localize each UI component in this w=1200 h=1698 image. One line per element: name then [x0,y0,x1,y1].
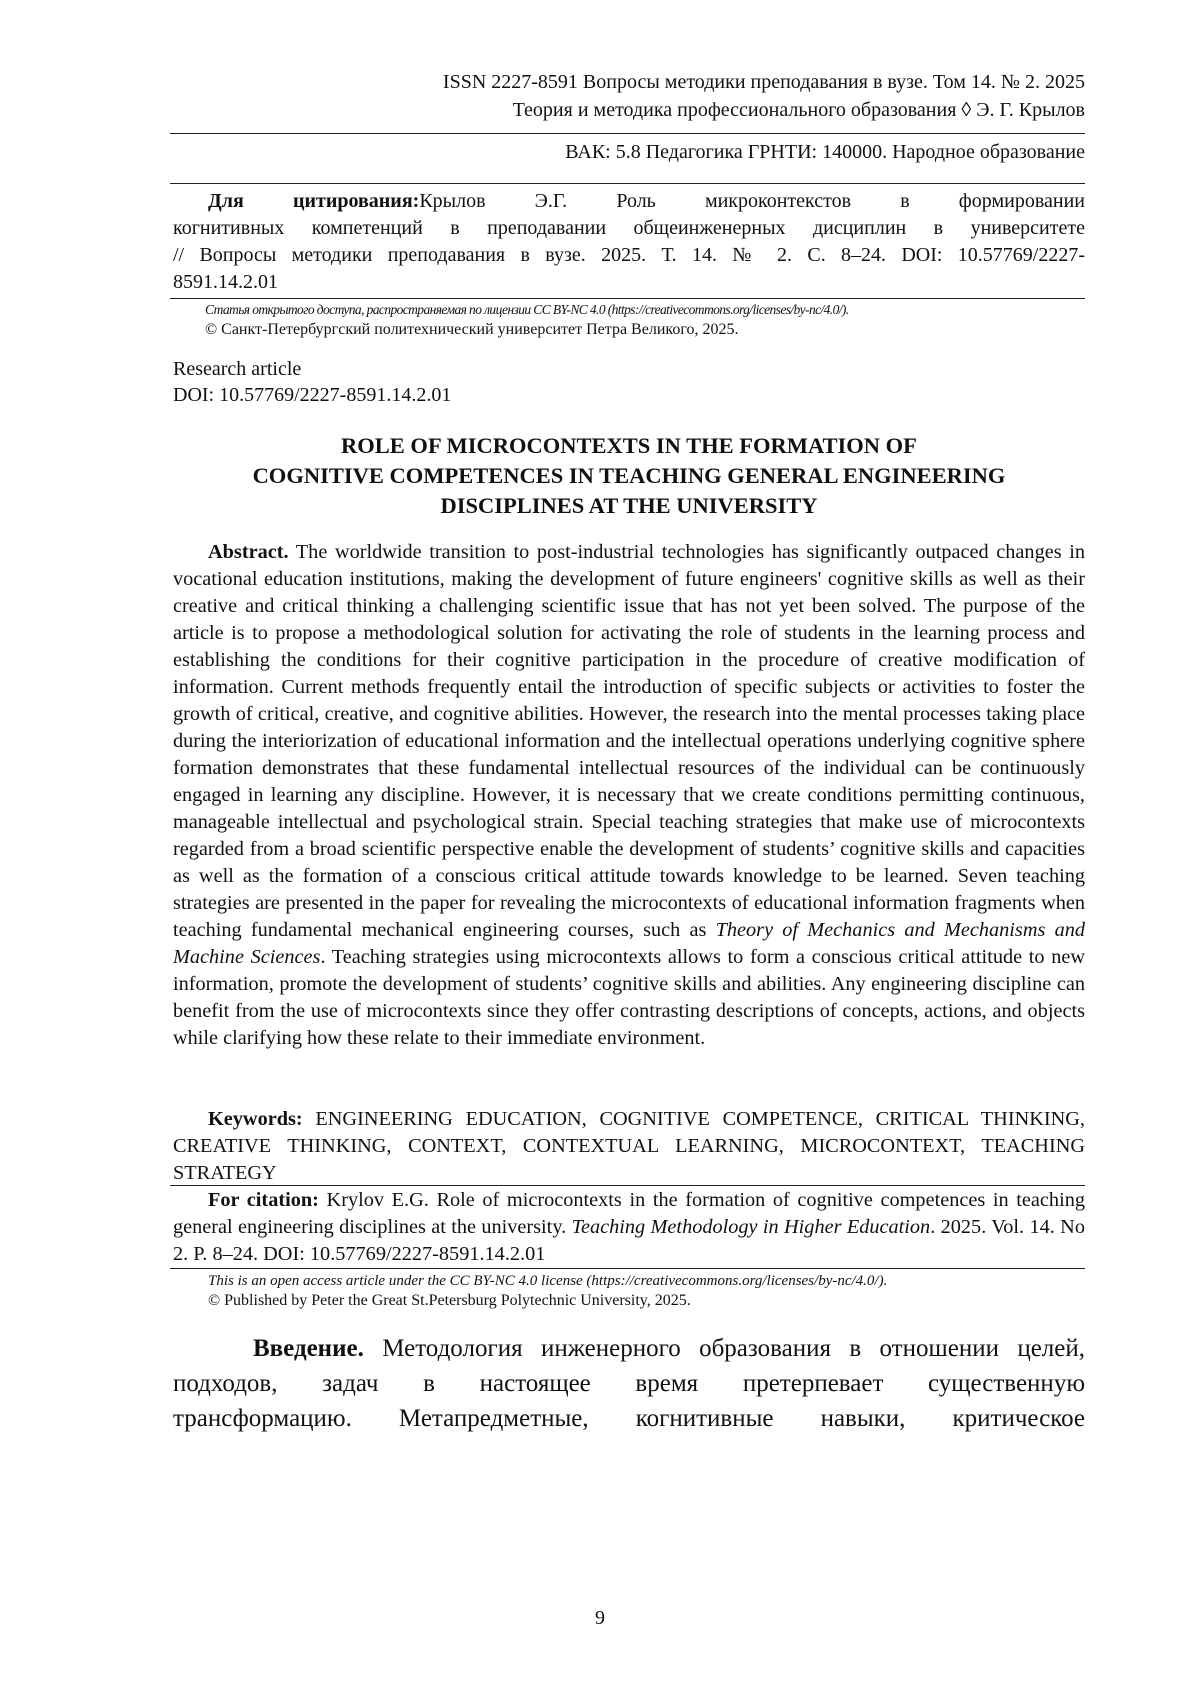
keywords: Keywords: ENGINEERING EDUCATION, COGNITIVE COMPETENCE, CRITICAL THINKING, CREATIVE THINKING, CONTEXT, CONTEXTUAL LEARNING, MICROCONTEXT, TEACHING STRATEGY [173,1108,1085,1184]
journal-name: Teaching Methodology in Higher Education [571,1216,931,1238]
license-ru [173,300,1085,340]
intro-line-3: трансформацию. Метапредметные, когнитивные навыки, критическое [173,1405,1085,1432]
classification-line: ВАК: 5.8 Педагогика ГРНТИ: 140000. Народное образование [565,141,1085,163]
citation-ru-line-4: 8591.14.2.01 [173,271,278,293]
introduction [173,1331,1085,1436]
citation-ru [173,188,1085,296]
citation-ru-top-divider [170,183,1085,184]
journal-section-line: Теория и методика профессионального образования ◊ Э. Г. Крылов [512,99,1085,121]
license-en-text: This is an open access article under the CC BY-NC 4.0 license (https://creativecommons.org/licenses/by-nc/4.0/). [208,1273,888,1289]
page-number: 9 [595,1607,605,1629]
article-meta [173,356,1085,408]
copyright-ru-text: © Санкт-Петербургский политехнический университет Петра Великого, 2025. [205,321,739,338]
citation-en: For citation: Krylov E.G. Role of microcontexts in the formation of cognitive competences in teaching general engineering disciplines at the university. Teaching Methodology in Higher Education. 2025. Vol. 14. No 2. P. 8–24. DOI: 10.57769/2227-8591.14.2.01 [173,1189,1085,1265]
journal-issn-line: ISSN 2227-8591 Вопросы методики преподавания в вузе. Том 14. № 2. 2025 [442,71,1085,93]
citation-ru-label: Для цитирования: [208,190,420,212]
citation-ru-line-1: Для цитирования:Крылов Э.Г. Роль микроконтекстов в формировании [208,190,1085,212]
intro-line-2: подходов, задач в настоящее время претерпевает существенную [173,1370,1085,1397]
citation-ru-bottom-divider [170,298,1085,299]
license-en [173,1271,1085,1311]
citation-en-bottom-divider [170,1268,1085,1269]
citation-en-label: For citation: [208,1189,319,1211]
abstract: Abstract. The worldwide transition to post-industrial technologies has significantly outpaced changes in vocational education institutions, making the development of future engineers' cognitive skills as well as their creative and critical thinking a challenging scientific issue that has not yet been solved. The purpose of the article is to propose a methodological solution for activating the role of students in the learning process and establishing the conditions for their cognitive participation in the procedure of creative modification of information. Current methods frequently entail the introduction of specific subjects or activities to foster the growth of critical, creative, and cognitive abilities. However, the research into the mental processes taking place during the interiorization of educational information and the intellectual operations underlying cognitive sphere formation demonstrates that these fundamental intellectual resources of the individual can be continuously engaged in learning any discipline. However, it is necessary that we create conditions permitting continuous, manageable intellectual and psychological strain. Special teaching strategies that make use of microcontexts regarded from a broad scientific perspective enable the development of students’ cognitive skills and capacities as well as the formation of a conscious critical attitude towards knowledge to be learned. Seven teaching strategies are presented in the paper for revealing the microcontexts of educational information fragments when teaching fundamental mechanical engineering courses, such as Theory of Mechanics and Mechanisms and Machine Sciences. Teaching strategies using microcontexts allows to form a conscious critical attitude to new information, promote the development of students’ cognitive skills and abilities. Any engineering discipline can benefit from the use of microcontexts since they offer contrasting descriptions of concepts, actions, and objects while clarifying how these relate to their immediate environment. [173,541,1085,1049]
header-divider [170,133,1085,134]
intro-label: Введение. [253,1335,364,1362]
course-name: Theory of Mechanics and Mechanisms and Machine Sciences [173,919,1085,968]
intro-line-1: Введение. Методология инженерного образования в отношении целей, [253,1335,1085,1362]
citation-ru-line-2: когнитивных компетенций в преподавании общеинженерных дисциплин в университете [173,217,1085,239]
abstract-label: Abstract. [208,541,289,563]
citation-ru-line-3: // Вопросы методики преподавания в вузе. 2025. Т. 14. № 2. С. 8–24. DOI: 10.57769/2227- [173,244,1085,266]
citation-en-top-divider [170,1185,1085,1186]
keywords-label: Keywords: [208,1108,303,1130]
copyright-en-text: © Published by Peter the Great St.Petersburg Polytechnic University, 2025. [208,1292,691,1309]
article-title: ROLE OF MICROCONTEXTS IN THE FORMATION OF COGNITIVE COMPETENCES IN TEACHING GENERAL ENGINEERING DISCIPLINES AT THE UNIVERSITY [252,433,1006,518]
article-type: Research article [173,358,302,380]
article-doi: DOI: 10.57769/2227-8591.14.2.01 [173,384,452,406]
license-ru-text: Статья открытого доступа, распространяемая по лицензии CC BY-NC 4.0 (https://creativecommons.org/licenses/by-nc/4.0/). [205,302,849,317]
